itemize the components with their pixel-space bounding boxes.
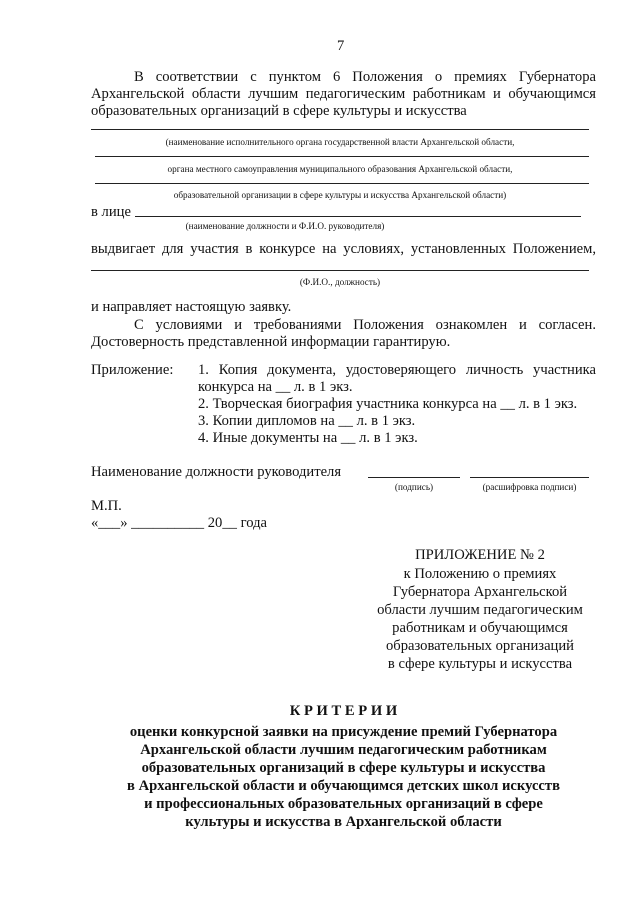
appendix-line-6: в сфере культуры и искусства (387, 656, 573, 672)
caption-fio: (Ф.И.О., должность) (299, 277, 381, 287)
appendix-line-5: образовательных организаций (386, 638, 574, 654)
criteria-line-6: культуры и искусства в Архангельской области (185, 814, 502, 830)
appendix-line-4: работникам и обучающимся (392, 620, 568, 636)
head-position-text: Наименование должности руководителя (91, 464, 342, 480)
conditions-line-2: Достоверность представленной информации гарантирую. (91, 334, 451, 350)
appendix-line-1: к Положению о премиях (403, 566, 557, 582)
caption-decoding: (расшифровка подписи) (482, 482, 577, 492)
caption-municipal: органа местного самоуправления муниципального образования Архангельской области, (167, 164, 513, 174)
caption-signature: (подпись) (394, 482, 434, 492)
appendix-line-3: области лучшим педагогическим (377, 602, 583, 618)
municipal-name-line (95, 156, 589, 157)
signature-line (368, 477, 460, 478)
head-position-line (135, 216, 581, 217)
intro-line-1: В соответствии с пунктом 6 Положения о премиях Губернатора (134, 69, 596, 85)
attachment-label: Приложение: (91, 362, 174, 378)
conditions-line-1: С условиями и требованиями Положения ознакомлен и согласен. (134, 317, 596, 333)
attachment-item-3: 3. Копии дипломов на __ л. в 1 экз. (198, 413, 416, 429)
decoding-line (470, 477, 589, 478)
intro-line-2: Архангельской области лучшим педагогическим работникам и обучающимся (91, 86, 596, 102)
nominates-text: выдвигает для участия в конкурсе на условиях, установленных Положением, (91, 241, 596, 257)
caption-organ: (наименование исполнительного органа государственной власти Архангельской области, (165, 137, 515, 147)
caption-position: (наименование должности и Ф.И.О. руководителя) (185, 221, 385, 231)
criteria-line-5: и профессиональных образовательных организаций в сфере (144, 796, 543, 812)
caption-organization: образовательной организации в сфере культуры и искусства Архангельской области) (173, 190, 507, 200)
attachment-item-1-cont: конкурса на __ л. в 1 экз. (198, 379, 353, 395)
attachment-item-4: 4. Иные документы на __ л. в 1 экз. (198, 430, 418, 446)
in-person-label: в лице (91, 204, 131, 220)
attachment-item-2: 2. Творческая биография участника конкурса на __ л. в 1 экз. (198, 396, 578, 412)
criteria-title: К Р И Т Е Р И И (289, 703, 398, 719)
fio-line (91, 270, 589, 271)
sends-text: и направляет настоящую заявку. (91, 299, 292, 315)
date-line: «___» __________ 20__ года (91, 515, 267, 531)
appendix-title: ПРИЛОЖЕНИЕ № 2 (415, 547, 545, 563)
organization-name-line (95, 183, 589, 184)
stamp-label: М.П. (91, 498, 122, 514)
criteria-line-2: Архангельской области лучшим педагогическим работникам (140, 742, 547, 758)
criteria-line-1: оценки конкурсной заявки на присуждение премий Губернатора (129, 724, 558, 740)
appendix-line-2: Губернатора Архангельской (392, 584, 568, 600)
page-number: 7 (337, 38, 345, 54)
intro-line-3: образовательных организаций в сфере культуры и искусства (91, 103, 467, 119)
criteria-line-4: в Архангельской области и обучающимся детских школ искусств (127, 778, 560, 794)
criteria-line-3: образовательных организаций в сфере культуры и искусства (141, 760, 546, 776)
attachment-item-1: 1. Копия документа, удостоверяющего личность участника (198, 362, 596, 378)
organ-name-line (91, 129, 589, 130)
